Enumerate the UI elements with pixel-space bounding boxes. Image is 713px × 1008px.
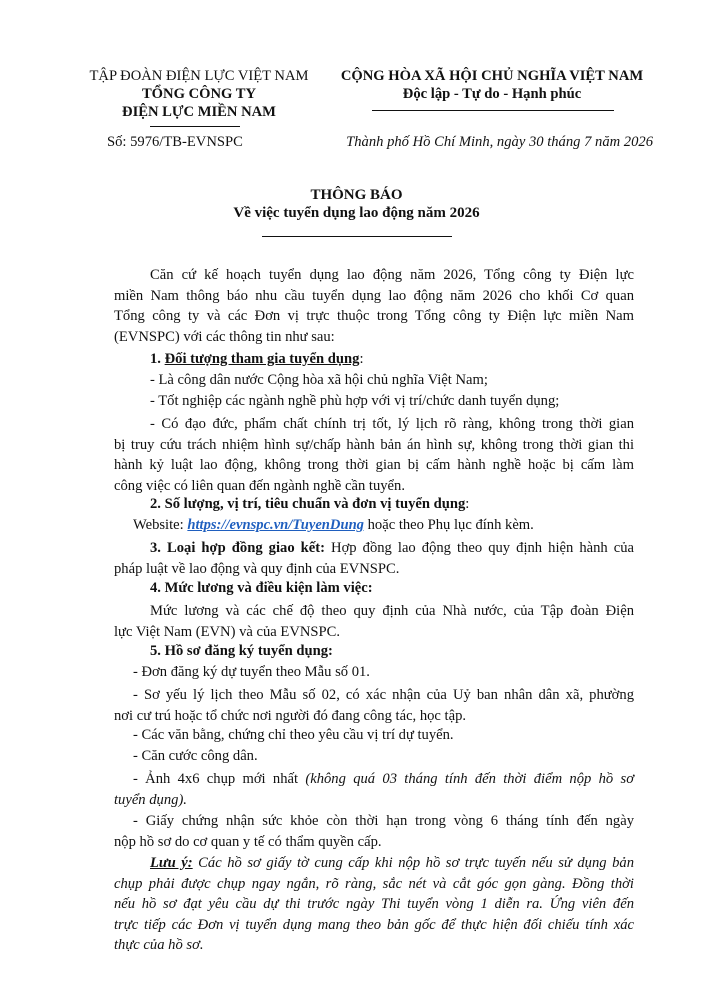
motto-underline — [372, 110, 614, 111]
section5-title: Hồ sơ đăng ký tuyển dụng: — [164, 643, 333, 659]
org-parent: TẬP ĐOÀN ĐIỆN LỰC VIỆT NAM — [89, 68, 309, 84]
section4-line2: lực Việt Nam (EVN) và của EVNSPC. — [114, 623, 341, 640]
doc-number: Số: 5976/TB-EVNSPC — [107, 134, 243, 150]
org-line1: TỔNG CÔNG TY — [141, 86, 257, 102]
section5-item6-line1: - Giấy chứng nhận sức khỏe còn thời hạn trong vòng 6 tháng tính đến ngày — [133, 813, 634, 829]
section5-item2 — [114, 685, 634, 726]
doc-subtitle: Về việc tuyển dụng lao động năm 2026 — [233, 205, 480, 221]
section3 — [114, 538, 634, 579]
note-line: thực của hồ sơ. — [114, 937, 204, 953]
section2-title: Số lượng, vị trí, tiêu chuẩn và đơn vị tuyển dụng — [164, 496, 466, 512]
section5-item1: - Đơn đăng ký dự tuyển theo Mẫu số 01. — [133, 664, 370, 680]
section3-heading: 3. Loại hợp đồng giao kết: — [150, 540, 325, 556]
section5-item4: - Căn cước công dân. — [133, 748, 258, 764]
section2-website — [133, 517, 534, 534]
note-label: Lưu ý: — [150, 855, 193, 871]
intro-line: Căn cứ kế hoạch tuyển dụng lao động năm 2026, Tổng công ty Điện lực — [150, 267, 634, 283]
doc-title: THÔNG BÁO — [310, 187, 403, 203]
section5-item5-text: - Ảnh 4x6 chụp mới nhất — [133, 771, 306, 787]
section4-heading: 4. Mức lương và điều kiện làm việc: — [150, 580, 373, 596]
note-paragraph — [114, 853, 634, 956]
note-line: trực tiếp các Đơn vị tuyển dụng mang theo bản gốc để thực hiện đối chiếu tính xác — [114, 916, 634, 933]
section1-number: 1. — [150, 351, 161, 367]
section1-item3-line: hành kỷ luật lao động, không trong thời gian bị cấm hành nghề hoặc bị cấm làm — [114, 457, 634, 473]
section4-line1: Mức lương và các chế độ theo quy định của Nhà nước, của Tập đoàn Điện — [150, 603, 634, 619]
section5-number: 5. — [150, 643, 161, 659]
section4-body — [114, 601, 634, 642]
motto: Độc lập - Tự do - Hạnh phúc — [402, 86, 582, 102]
section5-item2-line2: nơi cư trú hoặc tổ chức nơi người đó đang công tác, học tập. — [114, 707, 467, 724]
section1-item3-line: công việc có liên quan đến ngành nghề cần tuyển. — [114, 477, 405, 494]
section5-item5-italic-line2: tuyển dụng). — [114, 791, 187, 808]
section3-line2: pháp luật về lao động và quy định của EVNSPC. — [114, 560, 400, 577]
section5-item2-line1: - Sơ yếu lý lịch theo Mẫu số 02, có xác nhận của Uỷ ban nhân dân xã, phường — [133, 687, 634, 703]
intro-line: miền Nam thông báo nhu cầu tuyển dụng lao động năm 2026 cho khối Cơ quan — [114, 287, 634, 304]
section5-item3: - Các văn bằng, chứng chỉ theo yêu cầu vị trí dự tuyển. — [133, 727, 454, 743]
section2-number: 2. — [150, 496, 161, 512]
note-line: chụp phải được chụp ngay ngắn, rõ ràng, sắc nét và cắt góc gọn gàng. Đồng thời — [114, 875, 634, 892]
section1-item3 — [114, 414, 634, 496]
org-underline — [150, 126, 240, 127]
website-link[interactable]: https://evnspc.vn/TuyenDung — [187, 517, 364, 533]
section2-colon: : — [465, 496, 470, 512]
place-date: Thành phố Hồ Chí Minh, ngày 30 tháng 7 năm 2026 — [346, 134, 653, 150]
section2-heading — [150, 496, 469, 513]
section1-item: - Là công dân nước Cộng hòa xã hội chủ nghĩa Việt Nam; — [150, 372, 488, 388]
section1-title: Đối tượng tham gia tuyển dụng — [164, 351, 360, 367]
note-line: nếu hồ sơ đạt yêu cầu dự thi trước ngày Thi tuyển vòng 1 diễn ra. Ứng viên đến — [114, 896, 634, 912]
section1-item3-line: bị truy cứu trách nhiệm hình sự/chấp hành bản án hình sự, không trong thời gian thi — [114, 436, 634, 453]
website-label: Website: — [133, 517, 188, 533]
section1-item3-line: - Có đạo đức, phẩm chất chính trị tốt, lý lịch rõ ràng, không trong thời gian — [150, 416, 634, 432]
intro-paragraph — [114, 265, 634, 347]
section5-heading — [150, 643, 333, 660]
title-underline — [262, 236, 452, 237]
section1-colon: : — [359, 351, 364, 367]
intro-line: (EVNSPC) với các thông tin như sau: — [114, 328, 335, 345]
org-line2: ĐIỆN LỰC MIỀN NAM — [122, 104, 276, 120]
section5-item6 — [114, 811, 634, 852]
section3-line1: Hợp đồng lao động theo quy định hiện hành của — [325, 540, 635, 556]
intro-line: Tổng công ty và các Đơn vị trực thuộc trong Tổng công ty Điện lực miền Nam — [114, 308, 634, 324]
section1-heading — [150, 351, 364, 368]
note-line: Các hồ sơ giấy tờ cung cấp khi nộp hồ sơ trực tuyến nếu sử dụng bản — [192, 855, 634, 871]
section5-item6-line2: nộp hồ sơ do cơ quan y tế có thẩm quyền cấp. — [114, 833, 382, 850]
website-suffix: hoặc theo Phụ lục đính kèm. — [363, 517, 534, 533]
country-name: CỘNG HÒA XÃ HỘI CHỦ NGHĨA VIỆT NAM — [340, 68, 644, 84]
section5-item5-italic: (không quá 03 tháng tính đến thời điểm nộp hồ sơ — [305, 771, 634, 787]
section1-item: - Tốt nghiệp các ngành nghề phù hợp với vị trí/chức danh tuyển dụng; — [150, 393, 560, 409]
section5-item5 — [114, 769, 634, 810]
